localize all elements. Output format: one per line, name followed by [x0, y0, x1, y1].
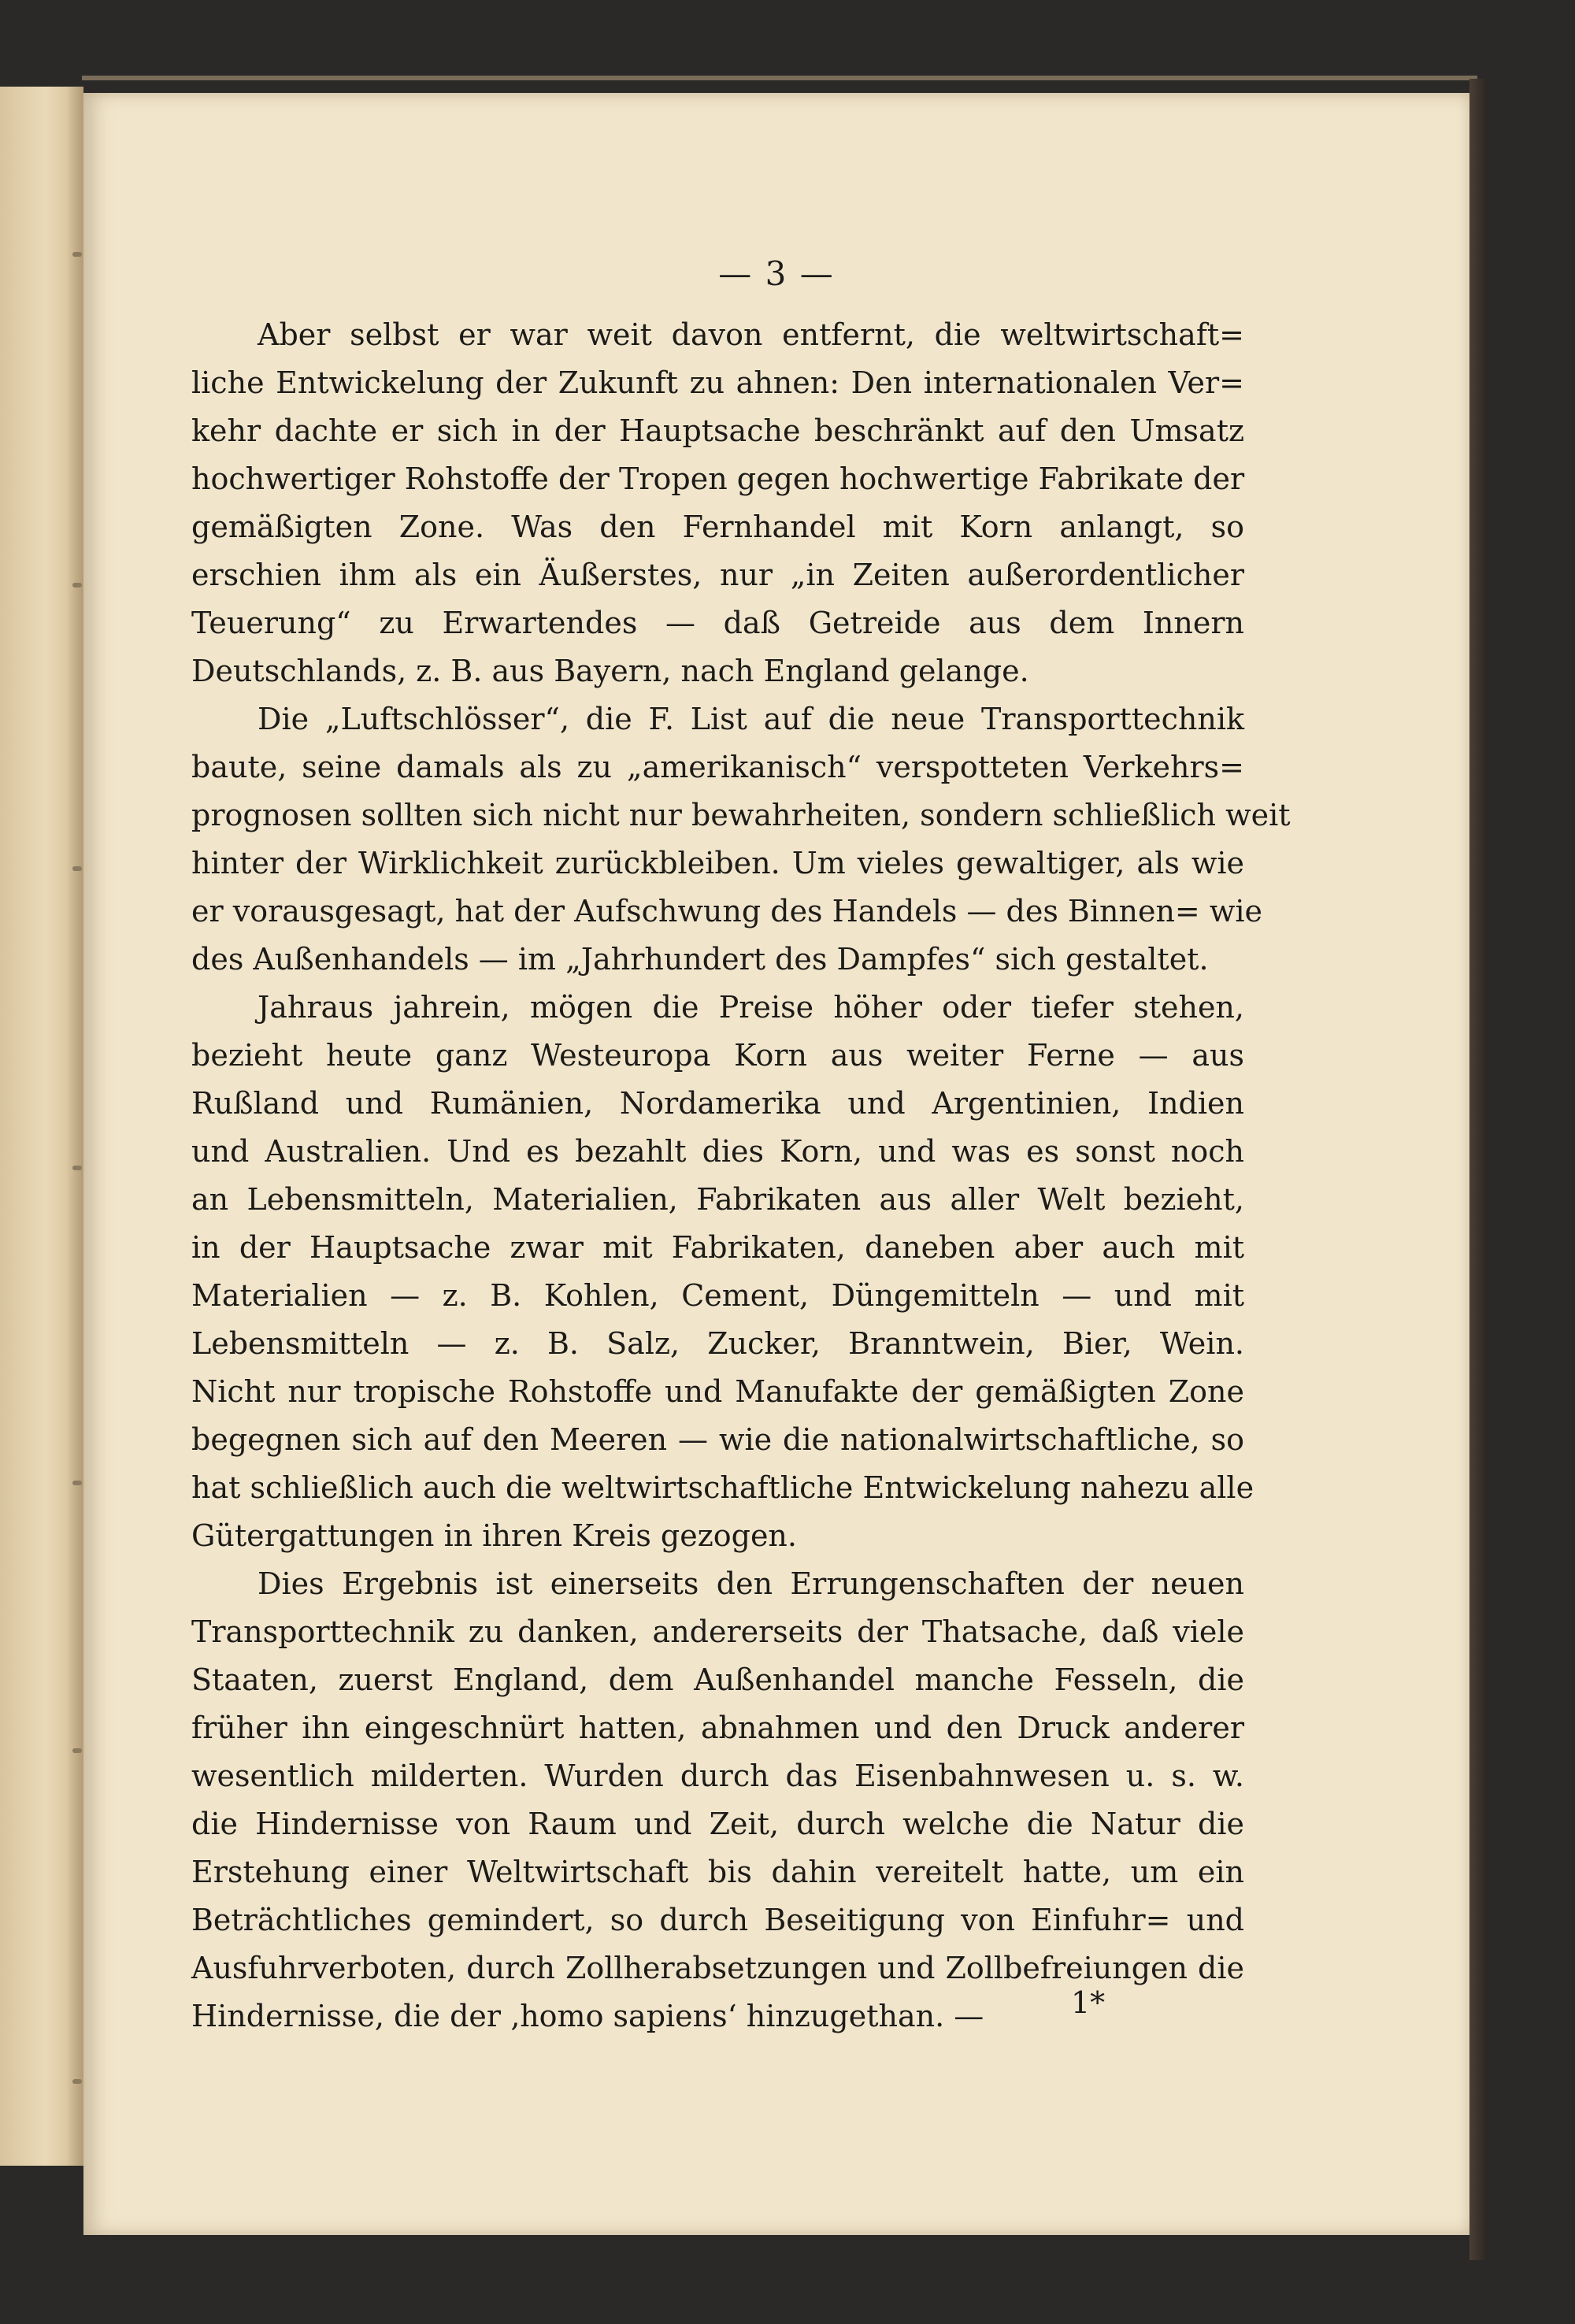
- binding-stitch: [72, 1748, 82, 1753]
- text-line: Aber selbst er war weit davon entfernt, die weltwirtschaft=: [258, 317, 1244, 352]
- binding-stitch: [72, 252, 82, 257]
- signature-mark: 1*: [1071, 1985, 1106, 2020]
- text-line: liche Entwickelung der Zukunft zu ahnen: Den internationalen Ver=: [191, 365, 1244, 400]
- text-line: Die „Luftschlösser“, die F. List auf die neue Transporttechnik: [258, 702, 1244, 736]
- text-line: Teuerung“ zu Erwartendes — daß Getreide aus dem Innern: [191, 606, 1244, 640]
- paragraph-3: [191, 984, 1254, 1560]
- binding-stitch: [72, 1166, 82, 1170]
- binding-stitch: [72, 1481, 82, 1485]
- text-line: Gütergattungen in ihren Kreis gezogen.: [191, 1518, 797, 1553]
- text-line: Jahraus jahrein, mögen die Preise höher oder tiefer stehen,: [258, 990, 1244, 1025]
- text-line: Beträchtliches gemindert, so durch Beseitigung von Einfuhr= und: [191, 1903, 1244, 1937]
- page-top-edge: [82, 76, 1477, 80]
- text-line: die Hindernisse von Raum und Zeit, durch welche die Natur die: [191, 1807, 1244, 1841]
- text-line: wesentlich milderten. Wurden durch das Eisenbahnwesen u. s. w.: [191, 1759, 1244, 1793]
- text-line: hinter der Wirklichkeit zurückbleiben. Um vieles gewaltiger, als wie: [191, 846, 1244, 880]
- binding-stitch: [72, 583, 82, 587]
- paragraph-1: [191, 311, 1244, 695]
- text-line: früher ihn eingeschnürt hatten, abnahmen und den Druck anderer: [191, 1711, 1244, 1745]
- text-line: Staaten, zuerst England, dem Außenhandel manche Fesseln, die: [191, 1662, 1244, 1697]
- text-line: prognosen sollten sich nicht nur bewahrheiten, sondern schließlich weit: [191, 798, 1291, 832]
- paragraph-4: [191, 1560, 1244, 2040]
- text-line: und Australien. Und es bezahlt dies Korn, und was es sonst noch: [191, 1134, 1244, 1169]
- binding-stitch: [72, 866, 82, 871]
- text-line: an Lebensmitteln, Materialien, Fabrikaten aus aller Welt bezieht,: [191, 1182, 1244, 1217]
- text-line: Rußland und Rumänien, Nordamerika und Argentinien, Indien: [191, 1086, 1244, 1121]
- text-line: baute, seine damals als zu „amerikanisch“ verspotteten Verkehrs=: [191, 750, 1244, 784]
- text-line: hochwertiger Rohstoffe der Tropen gegen hochwertige Fabrikate der: [191, 461, 1245, 496]
- text-line: Dies Ergebnis ist einerseits den Errungenschaften der neuen: [258, 1566, 1244, 1601]
- text-line: erschien ihm als ein Äußerstes, nur „in Zeiten außerordentlicher: [191, 558, 1244, 592]
- book-cover-edge: [1469, 79, 1487, 2260]
- text-line: Transporttechnik zu danken, andererseits der Thatsache, daß viele: [191, 1614, 1244, 1649]
- text-line: hat schließlich auch die weltwirtschaftliche Entwickelung nahezu alle: [191, 1470, 1254, 1505]
- text-line: Hindernisse, die der ‚homo sapiens‘ hinzugethan. —: [191, 1999, 984, 2033]
- book-gutter: [66, 87, 82, 2166]
- text-line: Erstehung einer Weltwirtschaft bis dahin vereitelt hatte, um ein: [191, 1855, 1244, 1889]
- paragraph-2: [191, 695, 1291, 984]
- text-line: des Außenhandels — im „Jahrhundert des Dampfes“ sich gestaltet.: [191, 942, 1209, 977]
- text-line: er vorausgesagt, hat der Aufschwung des Handels — des Binnen= wie: [191, 894, 1263, 928]
- text-line: Lebensmitteln — z. B. Salz, Zucker, Branntwein, Bier, Wein.: [191, 1326, 1244, 1361]
- text-line: in der Hauptsache zwar mit Fabrikaten, daneben aber auch mit: [191, 1230, 1244, 1265]
- text-line: Ausfuhrverboten, durch Zollherabsetzungen und Zollbefreiungen die: [191, 1951, 1244, 1985]
- page-number: — 3 —: [718, 254, 835, 293]
- text-line: gemäßigten Zone. Was den Fernhandel mit Korn anlangt, so: [191, 510, 1244, 544]
- text-line: Materialien — z. B. Kohlen, Cement, Düngemitteln — und mit: [191, 1278, 1244, 1313]
- text-line: Deutschlands, z. B. aus Bayern, nach England gelange.: [191, 654, 1029, 688]
- binding-stitch: [72, 2079, 82, 2084]
- text-line: Nicht nur tropische Rohstoffe und Manufakte der gemäßigten Zone: [191, 1374, 1244, 1409]
- text-line: kehr dachte er sich in der Hauptsache beschränkt auf den Umsatz: [191, 413, 1244, 448]
- text-line: begegnen sich auf den Meeren — wie die nationalwirtschaftliche, so: [191, 1422, 1244, 1457]
- body-text: [191, 311, 1291, 2040]
- text-line: bezieht heute ganz Westeuropa Korn aus weiter Ferne — aus: [191, 1038, 1244, 1073]
